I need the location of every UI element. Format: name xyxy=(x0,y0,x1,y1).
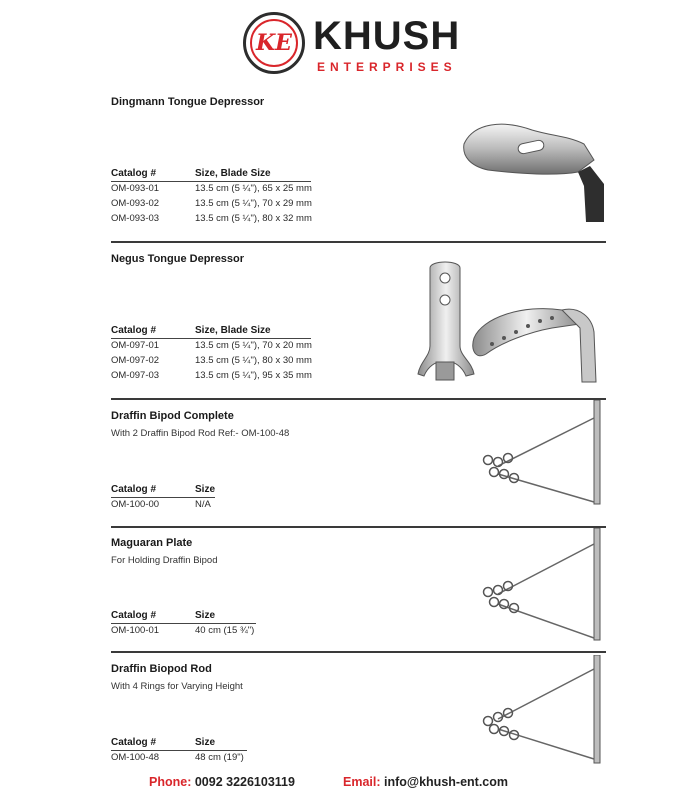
size-value: 13.5 cm (5 ¼"), 70 x 20 mm xyxy=(195,340,312,351)
product-title: Draffin Biopod Rod xyxy=(111,663,212,675)
product-subtitle: For Holding Draffin Bipod xyxy=(111,555,218,566)
size-header: Size xyxy=(195,610,216,621)
catalog-number: OM-093-02 xyxy=(111,198,160,209)
catalog-header: Catalog # xyxy=(111,325,157,336)
product-subtitle: With 2 Draffin Bipod Rod Ref:- OM-100-48 xyxy=(111,428,290,439)
maguaran-plate-image xyxy=(476,528,608,644)
product-title: Dingmann Tongue Depressor xyxy=(111,96,265,108)
size-value: 13.5 cm (5 ¼"), 80 x 30 mm xyxy=(195,355,312,366)
phone-contact xyxy=(149,775,295,789)
draffin-rod-image xyxy=(476,655,608,767)
size-value: 13.5 cm (5 ¼"), 80 x 32 mm xyxy=(195,213,312,224)
email-address[interactable]: info@khush-ent.com xyxy=(384,775,508,789)
catalog-header: Catalog # xyxy=(111,737,157,748)
size-value: 48 cm (19") xyxy=(195,752,244,763)
catalog-number: OM-100-01 xyxy=(111,625,160,636)
phone-label: Phone: xyxy=(149,775,192,789)
header-rule xyxy=(111,181,311,182)
header-rule xyxy=(111,338,311,339)
header-rule xyxy=(111,750,247,751)
catalog-number: OM-097-03 xyxy=(111,370,160,381)
catalog-number: OM-093-03 xyxy=(111,213,160,224)
section-divider xyxy=(111,241,606,243)
company-name: KHUSH xyxy=(313,14,461,58)
size-value: 40 cm (15 ¾") xyxy=(195,625,255,636)
phone-number[interactable]: 0092 3226103119 xyxy=(194,775,295,789)
draffin-bipod-complete-image xyxy=(476,400,608,508)
product-title: Maguaran Plate xyxy=(111,537,193,549)
catalog-number: OM-100-48 xyxy=(111,752,160,763)
catalog-number: OM-093-01 xyxy=(111,183,160,194)
catalog-header: Catalog # xyxy=(111,610,157,621)
product-title: Draffin Bipod Complete xyxy=(111,410,234,422)
catalog-header: Catalog # xyxy=(111,484,157,495)
size-header: Size xyxy=(195,737,216,748)
size-header: Size xyxy=(195,484,216,495)
size-value: N/A xyxy=(195,499,211,510)
email-contact xyxy=(343,775,508,789)
logo-emblem xyxy=(243,12,305,74)
section-divider xyxy=(111,651,606,653)
company-logo xyxy=(243,12,461,80)
email-label: Email: xyxy=(343,775,381,789)
catalog-number: OM-097-02 xyxy=(111,355,160,366)
catalog-number: OM-100-00 xyxy=(111,499,160,510)
logo-monogram: KE xyxy=(250,19,298,67)
catalog-number: OM-097-01 xyxy=(111,340,160,351)
header-rule xyxy=(111,623,256,624)
product-subtitle: With 4 Rings for Varying Height xyxy=(111,681,243,692)
size-value: 13.5 cm (5 ¼"), 70 x 29 mm xyxy=(195,198,312,209)
size-header: Size, Blade Size xyxy=(195,325,271,336)
header-rule xyxy=(111,497,215,498)
size-header: Size, Blade Size xyxy=(195,168,271,179)
catalog-header: Catalog # xyxy=(111,168,157,179)
negus-depressor-image xyxy=(412,258,608,386)
contact-footer xyxy=(0,775,689,791)
size-value: 13.5 cm (5 ¼"), 65 x 25 mm xyxy=(195,183,312,194)
product-title: Negus Tongue Depressor xyxy=(111,253,245,265)
company-tagline: ENTERPRISES xyxy=(317,60,457,74)
size-value: 13.5 cm (5 ¼"), 95 x 35 mm xyxy=(195,370,312,381)
dingmann-depressor-image xyxy=(460,114,608,222)
